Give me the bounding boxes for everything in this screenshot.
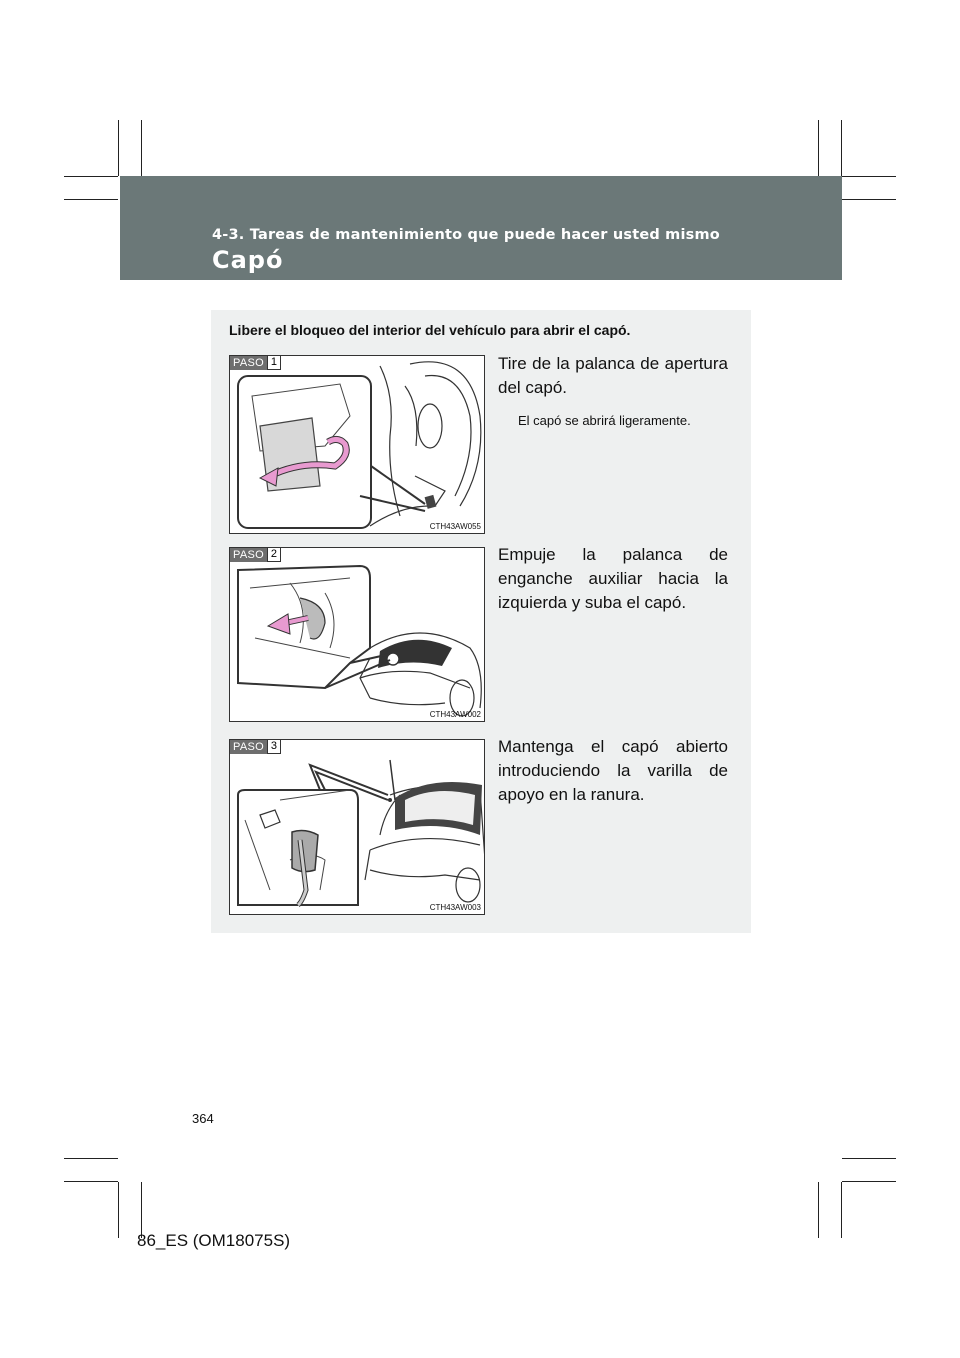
crop-mark <box>842 199 896 200</box>
step-badge-number: 3 <box>267 740 281 754</box>
step-2-badge <box>230 548 281 562</box>
step-badge-label: PASO <box>230 740 267 754</box>
crop-mark <box>64 199 118 200</box>
step-1-badge <box>230 356 281 370</box>
figure-code: CTH43AW055 <box>429 522 481 531</box>
figure-code: CTH43AW003 <box>429 903 481 912</box>
crop-mark <box>842 176 896 177</box>
auxiliary-catch-lever-drawing <box>230 548 485 722</box>
section-title: 4-3. Tareas de mantenimiento que puede hacer usted mismo <box>212 227 720 243</box>
step-1-note: El capó se abrirá ligeramente. <box>518 413 691 428</box>
crop-mark <box>64 1181 118 1182</box>
step-badge-label: PASO <box>230 548 267 562</box>
step-badge-number: 1 <box>267 356 281 370</box>
step-2-text: Empuje la palanca de enganche auxiliar hacia la izquierda y suba el capó. <box>498 545 728 612</box>
page-header <box>120 176 842 280</box>
step-badge-label: PASO <box>230 356 267 370</box>
hood-support-rod-drawing <box>230 740 485 915</box>
step-1-text: Tire de la palanca de apertura del capó. <box>498 354 728 397</box>
crop-mark <box>64 176 118 177</box>
content-panel <box>211 310 751 933</box>
crop-mark <box>818 1182 819 1238</box>
crop-mark <box>841 1182 842 1238</box>
crop-mark <box>842 1158 896 1159</box>
page-number: 364 <box>192 1111 214 1126</box>
crop-mark <box>118 120 119 176</box>
intro-text: Libere el bloqueo del interior del vehículo para abrir el capó. <box>229 322 631 338</box>
figure-code: CTH43AW002 <box>429 710 481 719</box>
step-3-illustration <box>229 739 485 915</box>
crop-mark <box>842 1181 896 1182</box>
page-title: Capó <box>212 246 284 274</box>
document-code: 86_ES (OM18075S) <box>137 1231 291 1250</box>
step-1-illustration <box>229 355 485 534</box>
hood-release-lever-drawing <box>230 356 485 534</box>
step-2-illustration <box>229 547 485 722</box>
step-3-text: Mantenga el capó abierto introduciendo la varilla de apoyo en la ranura. <box>498 737 728 804</box>
crop-mark <box>818 120 819 176</box>
crop-mark <box>841 120 842 176</box>
crop-mark <box>64 1158 118 1159</box>
step-3-badge <box>230 740 281 754</box>
crop-mark <box>141 1182 142 1238</box>
crop-mark <box>141 120 142 176</box>
crop-mark <box>118 1182 119 1238</box>
step-badge-number: 2 <box>267 548 281 562</box>
